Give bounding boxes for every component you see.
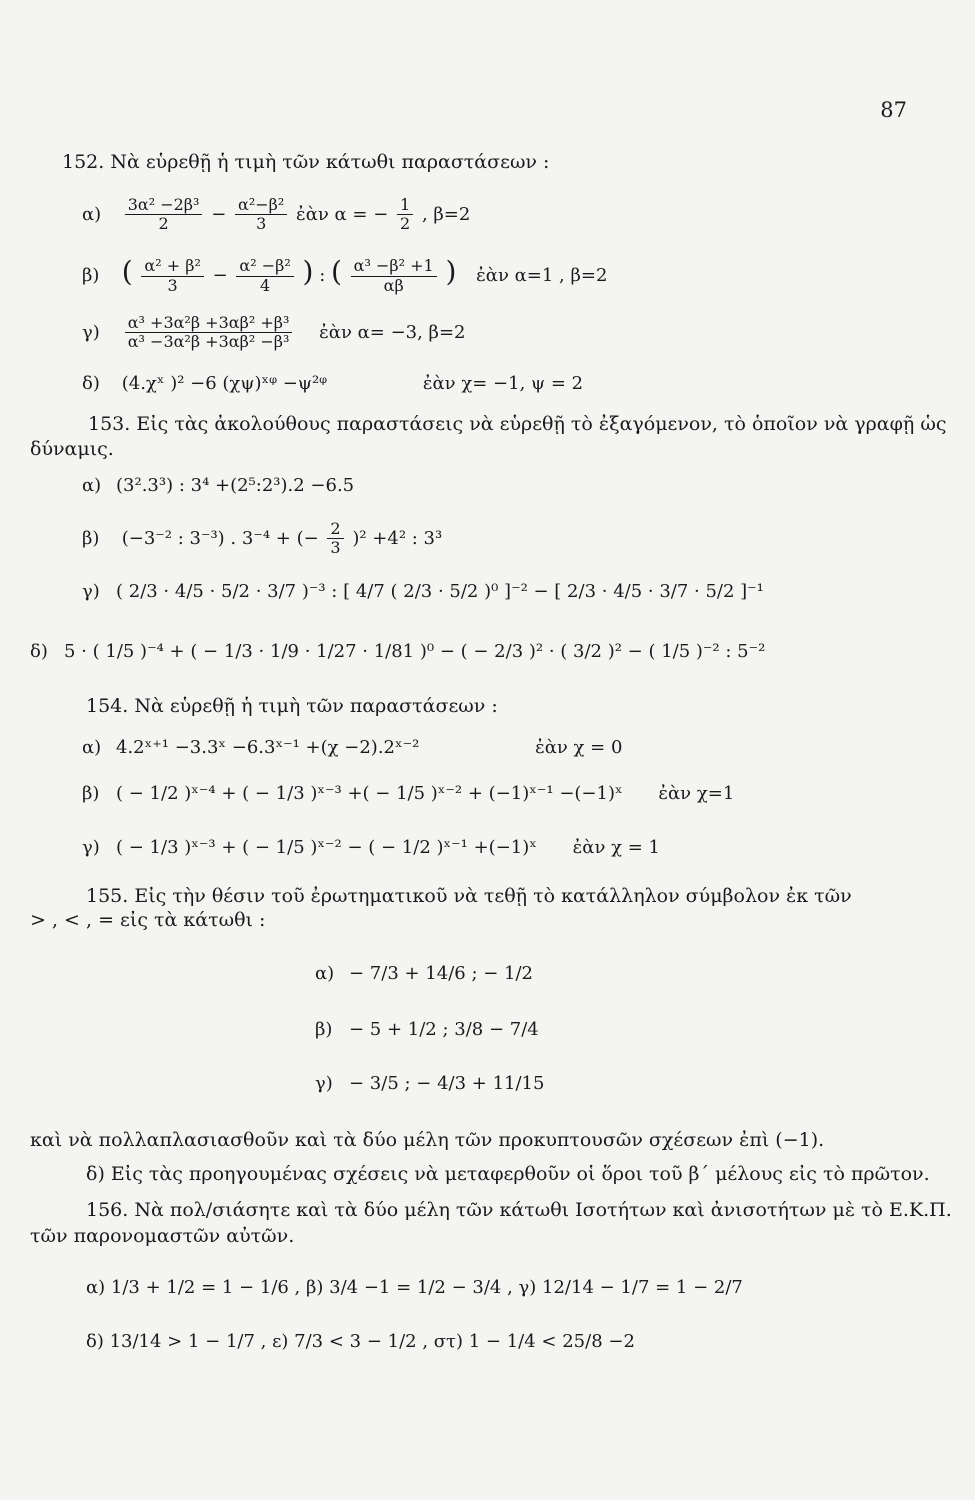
problem-153-a: α) (3².3³) : 3⁴ +(2⁵:2³).2 −6.5 [82, 475, 355, 496]
problem-154-a: α) 4.2ˣ⁺¹ −3.3ˣ −6.3ˣ⁻¹ +(χ −2).2ˣ⁻² ἐὰν χ = 0 [82, 737, 623, 758]
problem-154-c: γ) ( − 1/3 )ˣ⁻³ + ( − 1/5 )ˣ⁻² − ( − 1/2 )ˣ⁻¹ +(−1)ˣ ἐὰν χ = 1 [82, 837, 660, 858]
problem-152-a: α) $\frac{\text{3α² −2β³}}{2}$ − $\frac{\text{α²−β²}}{3}$ ἐὰν α = − $\frac{1}{2}$ , β=2 [82, 195, 471, 234]
problem-153-title-cont: δύναμις. [30, 438, 114, 460]
problem-154-b: β) ( − 1/2 )ˣ⁻⁴ + ( − 1/3 )ˣ⁻³ +( − 1/5 )ˣ⁻² + (−1)ˣ⁻¹ −(−1)ˣ ἐὰν χ=1 [82, 783, 735, 804]
problem-156-row2: δ) 13/14 > 1 − 1/7 , ε) 7/3 < 3 − 1/2 , στ) 1 − 1/4 < 25/8 −2 [86, 1331, 635, 1352]
problem-155-a: α) − 7/3 + 14/6 ; − 1/2 [315, 963, 533, 984]
item-label: α) [82, 203, 102, 225]
problem-155-symbols: > , < , = εἰς τὰ κάτωθι : [30, 909, 266, 931]
problem-152-b: β) ( $\frac{\text{α² + β²}}{3}$ − $\frac{\text{α² −β²}}{4}$ ) : ( $\frac{\text{α³ −β² +1}}{\alpha\beta}$ ) ἐὰν α=1 , β=2 [82, 255, 608, 295]
problem-152-title: 152. Νὰ εὑρεθῇ ἡ τιμὴ τῶν κάτωθι παραστάσεων : [62, 151, 550, 173]
page-number: 87 [880, 98, 907, 122]
problem-155-b: β) − 5 + 1/2 ; 3/8 − 7/4 [315, 1019, 539, 1040]
problem-155-title: 155. Εἰς τὴν θέσιν τοῦ ἐρωτηματικοῦ νὰ τεθῇ τὸ κατάλληλον σύμβολον ἐκ τῶν [86, 885, 852, 907]
problem-153-d: δ) 5 · ( 1/5 )⁻⁴ + ( − 1/3 · 1/9 · 1/27 · 1/81 )⁰ − ( − 2/3 )² · ( 3/2 )² − ( 1/5 )⁻² : 5⁻² [30, 641, 766, 662]
problem-155-d: δ) Εἰς τὰς προηγουμένας σχέσεις νὰ μεταφερθοῦν οἱ ὅροι τοῦ β΄ μέλους εἰς τὸ πρῶτον. [86, 1163, 930, 1185]
problem-155-c: γ) − 3/5 ; − 4/3 + 11/15 [315, 1073, 545, 1094]
problem-156-title-cont: τῶν παρονομαστῶν αὐτῶν. [30, 1225, 295, 1247]
problem-156-title: 156. Νὰ πολ/σιάσητε καὶ τὰ δύο μέλη τῶν κάτωθι Ισοτήτων καὶ ἀνισοτήτων μὲ τὸ Ε.Κ.Π. [86, 1199, 952, 1221]
problem-153-b: β) (−3⁻² : 3⁻³) . 3⁻⁴ + (− $\frac{2}{3}$ )² +4² : 3³ [82, 519, 443, 558]
problem-153-c: γ) ( 2/3 · 4/5 · 5/2 · 3/7 )⁻³ : [ 4/7 ( 2/3 · 5/2 )⁰ ]⁻² − [ 2/3 · 4/5 · 3/7 · 5/2 ]⁻¹ [82, 581, 764, 602]
problem-153-title: 153. Εἰς τὰς ἀκολούθους παραστάσεις νὰ εὑρεθῇ τὸ ἐξαγόμενον, τὸ ὁποῖον νὰ γραφῇ ὡς [88, 413, 947, 435]
problem-156-row1: α) 1/3 + 1/2 = 1 − 1/6 , β) 3/4 −1 = 1/2 − 3/4 , γ) 12/14 − 1/7 = 1 − 2/7 [86, 1277, 743, 1298]
problem-154-title: 154. Νὰ εὑρεθῇ ἡ τιμὴ τῶν παραστάσεων : [86, 695, 498, 717]
fraction: $\frac{\text{3α² −2β³}}{2}$ [125, 196, 203, 234]
problem-155-note: καὶ νὰ πολλαπλασιασθοῦν καὶ τὰ δύο μέλη τῶν προκυπτουσῶν σχέσεων ἐπὶ (−1). [30, 1129, 825, 1151]
fraction: $\frac{1}{2}$ [397, 196, 413, 234]
fraction: $\frac{\text{α²−β²}}{3}$ [235, 196, 287, 234]
problem-152-d: δ) (4.χˣ )² −6 (χψ)ˣᵠ −ψ²ᵠ ἐὰν χ= −1, ψ = 2 [82, 373, 584, 394]
problem-152-c: γ) $\frac{\text{α³ +3α²β +3αβ² +β³}}{\text{α³ −3α²β +3αβ² −β³}}$ ἐὰν α= −3, β=2 [82, 313, 466, 352]
